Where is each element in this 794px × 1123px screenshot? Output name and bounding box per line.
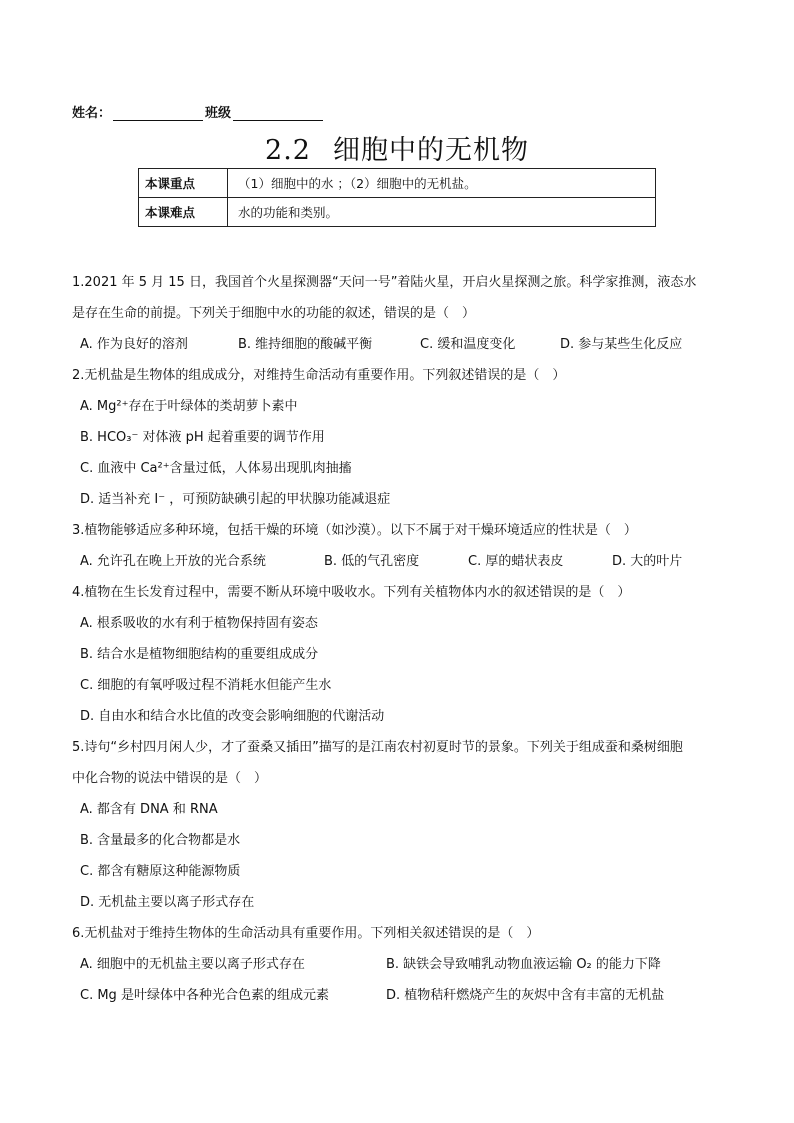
- section-number: 2.2: [265, 135, 311, 166]
- option-d[interactable]: D. 参与某些生化反应: [560, 337, 683, 352]
- question-1-stem-cont: 是存在生命的前提。下列关于细胞中水的功能的叙述，错误的是（ ）: [72, 306, 476, 321]
- option-d[interactable]: D. 无机盐主要以离子形式存在: [80, 895, 255, 910]
- table-row: [139, 169, 656, 198]
- difficulty-key: 本课难点: [139, 198, 228, 227]
- class-blank[interactable]: [233, 106, 323, 121]
- option-c[interactable]: C. 细胞的有氧呼吸过程不消耗水但能产生水: [80, 678, 332, 693]
- question-3-stem: 3.植物能够适应多种环境，包括干燥的环境（如沙漠）。以下不属于对干燥环境适应的性状是（ ）: [72, 523, 637, 538]
- option-a[interactable]: A. Mg²⁺存在于叶绿体的类胡萝卜素中: [80, 399, 298, 414]
- question-1-stem: 1.2021 年 5 月 15 日，我国首个火星探测器“天问一号”着陆火星，开启火星探测之旅。科学家推测，液态水: [72, 275, 697, 290]
- question-6-options-ab: [72, 949, 724, 980]
- question-6-options-cd: [72, 980, 724, 1011]
- option-c[interactable]: C. 缓和温度变化: [420, 337, 516, 352]
- option-a[interactable]: A. 细胞中的无机盐主要以离子形式存在: [80, 957, 305, 972]
- question-list: [72, 267, 724, 1011]
- option-a[interactable]: A. 根系吸收的水有利于植物保持固有姿态: [80, 616, 318, 631]
- question-5-stem-cont: 中化合物的说法中错误的是（ ）: [72, 771, 268, 786]
- option-a[interactable]: A. 允许孔在晚上开放的光合系统: [80, 554, 266, 569]
- difficulty-value: 水的功能和类别。: [228, 198, 656, 227]
- option-b[interactable]: B. 结合水是植物细胞结构的重要组成成分: [80, 647, 319, 662]
- section-title: 细胞中的无机物: [332, 135, 529, 166]
- question-6-stem: 6.无机盐对于维持生物体的生命活动具有重要作用。下列相关叙述错误的是（ ）: [72, 926, 540, 941]
- name-blank[interactable]: [113, 106, 203, 121]
- question-2-stem: 2.无机盐是生物体的组成成分，对维持生命活动有重要作用。下列叙述错误的是（ ）: [72, 368, 566, 383]
- lesson-focus-table: [138, 168, 656, 227]
- option-c[interactable]: C. 血液中 Ca²⁺含量过低，人体易出现肌肉抽搐: [80, 461, 352, 476]
- question-3-options: [72, 546, 724, 577]
- option-a[interactable]: A. 作为良好的溶剂: [80, 337, 188, 352]
- option-d[interactable]: D. 适当补充 I⁻ ，可预防缺碘引起的甲状腺功能减退症: [80, 492, 391, 507]
- option-d[interactable]: D. 自由水和结合水比值的改变会影响细胞的代谢活动: [80, 709, 385, 724]
- option-c[interactable]: C. 厚的蜡状表皮: [468, 554, 564, 569]
- name-label: 姓名：: [72, 106, 112, 121]
- option-b[interactable]: B. HCO₃⁻ 对体液 pH 起着重要的调节作用: [80, 430, 325, 445]
- question-5-stem: 5.诗句“乡村四月闲人少，才了蚕桑又插田”描写的是江南农村初夏时节的景象。下列关于组成蚕和桑树细胞: [72, 740, 683, 755]
- question-1-options: [72, 329, 724, 360]
- focus-value: （1）细胞中的水 ；（2）细胞中的无机盐。: [228, 169, 656, 198]
- option-b[interactable]: B. 缺铁会导致哺乳动物血液运输 O₂ 的能力下降: [386, 957, 661, 972]
- name-class-line: [72, 102, 323, 121]
- table-row: [139, 198, 656, 227]
- class-label: 班级: [205, 106, 232, 121]
- question-4-stem: 4.植物在生长发育过程中，需要不断从环境中吸收水。下列有关植物体内水的叙述错误的是（ ）: [72, 585, 631, 600]
- option-c[interactable]: C. 都含有糖原这种能源物质: [80, 864, 241, 879]
- page-title: [0, 128, 794, 167]
- focus-key: 本课重点: [139, 169, 228, 198]
- option-c[interactable]: C. Mg 是叶绿体中各种光合色素的组成元素: [80, 988, 329, 1003]
- option-d[interactable]: D. 植物秸秆燃烧产生的灰烬中含有丰富的无机盐: [386, 988, 665, 1003]
- option-b[interactable]: B. 低的气孔密度: [324, 554, 420, 569]
- option-b[interactable]: B. 维持细胞的酸碱平衡: [238, 337, 373, 352]
- option-a[interactable]: A. 都含有 DNA 和 RNA: [80, 802, 218, 817]
- option-d[interactable]: D. 大的叶片: [612, 554, 683, 569]
- option-b[interactable]: B. 含量最多的化合物都是水: [80, 833, 241, 848]
